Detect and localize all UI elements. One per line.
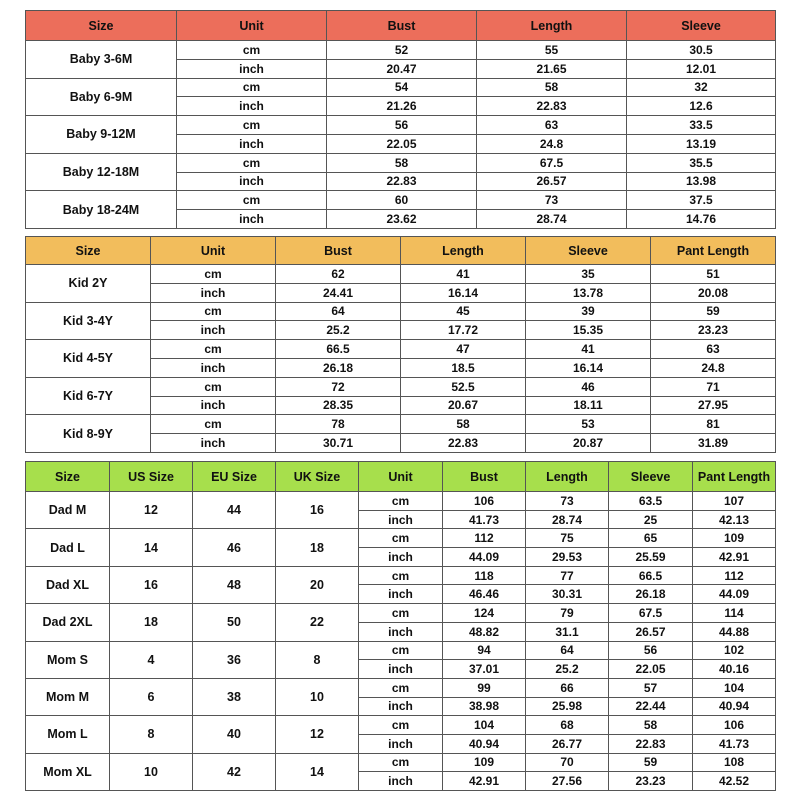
value-sleeve: 32 [627,78,776,97]
value-pant-length: 114 [693,604,776,623]
size-us-size: 4 [110,641,193,678]
value-pant-length: 44.09 [693,585,776,604]
value-sleeve: 20.87 [526,434,651,453]
value-pant-length: 112 [693,566,776,585]
value-pant-length: 108 [693,753,776,772]
adult-size-table [25,461,776,791]
value-sleeve: 22.83 [609,734,693,753]
value-bust: 78 [276,415,401,434]
column-header-bust: Bust [276,237,401,265]
value-length: 25.2 [526,660,609,679]
value-bust: 30.71 [276,434,401,453]
value-length: 30.31 [526,585,609,604]
column-header-sleeve: Sleeve [627,11,776,41]
size-label: Mom XL [26,753,110,790]
value-sleeve: 66.5 [609,566,693,585]
value-sleeve: 37.5 [627,191,776,210]
header-row [26,237,776,265]
unit-cell: inch [151,396,276,415]
size-label: Dad M [26,492,110,529]
baby-size-table [25,10,776,229]
value-pant-length: 44.88 [693,622,776,641]
value-pant-length: 23.23 [651,321,776,340]
value-length: 52.5 [401,377,526,396]
value-sleeve: 59 [609,753,693,772]
column-header-unit: Unit [359,462,443,492]
value-sleeve: 26.18 [609,585,693,604]
value-length: 58 [401,415,526,434]
header-row [26,11,776,41]
size-label: Baby 6-9M [26,78,177,116]
value-bust: 23.62 [327,210,477,229]
value-sleeve: 15.35 [526,321,651,340]
header-row [26,462,776,492]
size-eu-size: 50 [193,604,276,641]
value-length: 22.83 [477,97,627,116]
value-length: 21.65 [477,59,627,78]
value-sleeve: 23.23 [609,772,693,791]
column-header-unit: Unit [177,11,327,41]
value-bust: 99 [443,678,526,697]
value-length: 64 [526,641,609,660]
value-length: 29.53 [526,548,609,567]
value-length: 73 [526,492,609,511]
value-sleeve: 25.59 [609,548,693,567]
value-length: 26.57 [477,172,627,191]
unit-cell: cm [359,716,443,735]
column-header-length: Length [526,462,609,492]
unit-cell: inch [177,172,327,191]
size-label: Baby 3-6M [26,41,177,79]
value-pant-length: 102 [693,641,776,660]
size-uk-size: 18 [276,529,359,566]
value-length: 73 [477,191,627,210]
size-label: Kid 6-7Y [26,377,151,415]
size-label: Kid 2Y [26,265,151,303]
size-uk-size: 16 [276,492,359,529]
unit-cell: cm [177,78,327,97]
size-label: Dad 2XL [26,604,110,641]
table-row [26,377,776,396]
value-length: 55 [477,41,627,60]
value-bust: 60 [327,191,477,210]
column-header-unit: Unit [151,237,276,265]
column-header-eu-size: EU Size [193,462,276,492]
value-sleeve: 56 [609,641,693,660]
value-pant-length: 71 [651,377,776,396]
value-bust: 22.83 [327,172,477,191]
unit-cell: cm [359,678,443,697]
size-eu-size: 46 [193,529,276,566]
table-row [26,753,776,772]
table-row [26,78,776,97]
value-sleeve: 26.57 [609,622,693,641]
value-bust: 112 [443,529,526,548]
unit-cell: inch [151,358,276,377]
value-length: 66 [526,678,609,697]
unit-cell: cm [177,41,327,60]
value-bust: 41.73 [443,510,526,529]
size-us-size: 18 [110,604,193,641]
value-sleeve: 12.01 [627,59,776,78]
size-uk-size: 8 [276,641,359,678]
value-pant-length: 104 [693,678,776,697]
column-header-length: Length [401,237,526,265]
value-bust: 124 [443,604,526,623]
value-sleeve: 35.5 [627,153,776,172]
value-sleeve: 12.6 [627,97,776,116]
value-sleeve: 22.05 [609,660,693,679]
unit-cell: inch [177,97,327,116]
value-sleeve: 18.11 [526,396,651,415]
table-row [26,604,776,623]
value-length: 75 [526,529,609,548]
value-pant-length: 40.94 [693,697,776,716]
size-eu-size: 48 [193,566,276,603]
value-pant-length: 27.95 [651,396,776,415]
size-uk-size: 12 [276,716,359,753]
unit-cell: cm [359,566,443,585]
unit-cell: cm [151,377,276,396]
size-label: Mom L [26,716,110,753]
size-label: Mom S [26,641,110,678]
unit-cell: inch [359,660,443,679]
value-sleeve: 39 [526,302,651,321]
column-header-bust: Bust [327,11,477,41]
value-pant-length: 107 [693,492,776,511]
size-label: Baby 12-18M [26,153,177,191]
value-sleeve: 53 [526,415,651,434]
value-bust: 104 [443,716,526,735]
value-length: 63 [477,116,627,135]
column-header-size: Size [26,237,151,265]
value-bust: 26.18 [276,358,401,377]
size-eu-size: 38 [193,678,276,715]
unit-cell: cm [151,265,276,284]
value-sleeve: 63.5 [609,492,693,511]
unit-cell: inch [177,59,327,78]
value-pant-length: 24.8 [651,358,776,377]
unit-cell: inch [359,697,443,716]
value-bust: 58 [327,153,477,172]
size-us-size: 12 [110,492,193,529]
column-header-pant-length: Pant Length [693,462,776,492]
value-pant-length: 31.89 [651,434,776,453]
value-bust: 37.01 [443,660,526,679]
unit-cell: inch [359,772,443,791]
size-label: Dad XL [26,566,110,603]
value-bust: 20.47 [327,59,477,78]
unit-cell: cm [359,529,443,548]
value-sleeve: 41 [526,340,651,359]
size-uk-size: 14 [276,753,359,790]
value-pant-length: 59 [651,302,776,321]
column-header-size: Size [26,462,110,492]
size-uk-size: 22 [276,604,359,641]
value-pant-length: 109 [693,529,776,548]
column-header-sleeve: Sleeve [609,462,693,492]
value-length: 20.67 [401,396,526,415]
table-row [26,415,776,434]
value-length: 18.5 [401,358,526,377]
unit-cell: cm [359,604,443,623]
value-length: 58 [477,78,627,97]
size-label: Mom M [26,678,110,715]
unit-cell: inch [151,434,276,453]
unit-cell: cm [177,153,327,172]
column-header-size: Size [26,11,177,41]
value-pant-length: 42.13 [693,510,776,529]
column-header-bust: Bust [443,462,526,492]
value-length: 77 [526,566,609,585]
size-us-size: 8 [110,716,193,753]
value-bust: 24.41 [276,283,401,302]
value-pant-length: 40.16 [693,660,776,679]
table-row [26,529,776,548]
value-pant-length: 42.52 [693,772,776,791]
unit-cell: inch [359,585,443,604]
value-pant-length: 20.08 [651,283,776,302]
value-bust: 42.91 [443,772,526,791]
value-length: 26.77 [526,734,609,753]
size-label: Baby 9-12M [26,116,177,154]
value-length: 28.74 [526,510,609,529]
value-bust: 56 [327,116,477,135]
size-eu-size: 40 [193,716,276,753]
unit-cell: cm [359,492,443,511]
value-length: 25.98 [526,697,609,716]
value-bust: 62 [276,265,401,284]
unit-cell: inch [177,210,327,229]
value-pant-length: 51 [651,265,776,284]
table-row [26,340,776,359]
size-eu-size: 42 [193,753,276,790]
unit-cell: inch [177,134,327,153]
value-pant-length: 41.73 [693,734,776,753]
value-length: 27.56 [526,772,609,791]
value-bust: 40.94 [443,734,526,753]
kid-size-table [25,236,776,453]
value-length: 68 [526,716,609,735]
size-label: Kid 8-9Y [26,415,151,453]
value-bust: 94 [443,641,526,660]
size-uk-size: 10 [276,678,359,715]
unit-cell: inch [359,622,443,641]
value-length: 16.14 [401,283,526,302]
table-row [26,191,776,210]
unit-cell: cm [151,415,276,434]
value-pant-length: 106 [693,716,776,735]
unit-cell: cm [151,340,276,359]
column-header-sleeve: Sleeve [526,237,651,265]
size-eu-size: 36 [193,641,276,678]
value-bust: 22.05 [327,134,477,153]
value-sleeve: 13.98 [627,172,776,191]
value-bust: 52 [327,41,477,60]
value-sleeve: 46 [526,377,651,396]
value-sleeve: 58 [609,716,693,735]
column-header-us-size: US Size [110,462,193,492]
table-row [26,492,776,511]
table-row [26,716,776,735]
value-bust: 64 [276,302,401,321]
value-bust: 21.26 [327,97,477,116]
value-bust: 44.09 [443,548,526,567]
size-eu-size: 44 [193,492,276,529]
value-length: 70 [526,753,609,772]
table-row [26,641,776,660]
unit-cell: inch [151,283,276,302]
size-us-size: 16 [110,566,193,603]
value-length: 31.1 [526,622,609,641]
value-length: 47 [401,340,526,359]
size-us-size: 14 [110,529,193,566]
value-sleeve: 30.5 [627,41,776,60]
value-length: 45 [401,302,526,321]
column-header-length: Length [477,11,627,41]
table-row [26,566,776,585]
unit-cell: inch [151,321,276,340]
table-row [26,153,776,172]
value-length: 17.72 [401,321,526,340]
column-header-uk-size: UK Size [276,462,359,492]
value-sleeve: 13.78 [526,283,651,302]
unit-cell: inch [359,510,443,529]
unit-cell: cm [359,753,443,772]
value-bust: 72 [276,377,401,396]
size-uk-size: 20 [276,566,359,603]
table-row [26,265,776,284]
value-sleeve: 67.5 [609,604,693,623]
table-row [26,116,776,135]
size-label: Kid 4-5Y [26,340,151,378]
table-row [26,678,776,697]
size-us-size: 10 [110,753,193,790]
column-header-pant-length: Pant Length [651,237,776,265]
value-pant-length: 81 [651,415,776,434]
size-label: Baby 18-24M [26,191,177,229]
value-sleeve: 57 [609,678,693,697]
value-sleeve: 22.44 [609,697,693,716]
size-label: Dad L [26,529,110,566]
value-bust: 38.98 [443,697,526,716]
value-length: 28.74 [477,210,627,229]
value-sleeve: 25 [609,510,693,529]
value-length: 24.8 [477,134,627,153]
value-bust: 28.35 [276,396,401,415]
value-sleeve: 33.5 [627,116,776,135]
value-bust: 106 [443,492,526,511]
value-length: 41 [401,265,526,284]
value-sleeve: 14.76 [627,210,776,229]
value-length: 22.83 [401,434,526,453]
size-us-size: 6 [110,678,193,715]
value-bust: 48.82 [443,622,526,641]
unit-cell: cm [177,191,327,210]
value-pant-length: 63 [651,340,776,359]
value-sleeve: 13.19 [627,134,776,153]
table-row [26,41,776,60]
value-sleeve: 35 [526,265,651,284]
unit-cell: cm [151,302,276,321]
value-bust: 46.46 [443,585,526,604]
value-sleeve: 16.14 [526,358,651,377]
value-bust: 54 [327,78,477,97]
value-bust: 109 [443,753,526,772]
value-length: 67.5 [477,153,627,172]
unit-cell: cm [177,116,327,135]
value-bust: 66.5 [276,340,401,359]
table-row [26,302,776,321]
unit-cell: cm [359,641,443,660]
unit-cell: inch [359,548,443,567]
value-bust: 118 [443,566,526,585]
unit-cell: inch [359,734,443,753]
size-label: Kid 3-4Y [26,302,151,340]
value-bust: 25.2 [276,321,401,340]
value-length: 79 [526,604,609,623]
value-sleeve: 65 [609,529,693,548]
value-pant-length: 42.91 [693,548,776,567]
